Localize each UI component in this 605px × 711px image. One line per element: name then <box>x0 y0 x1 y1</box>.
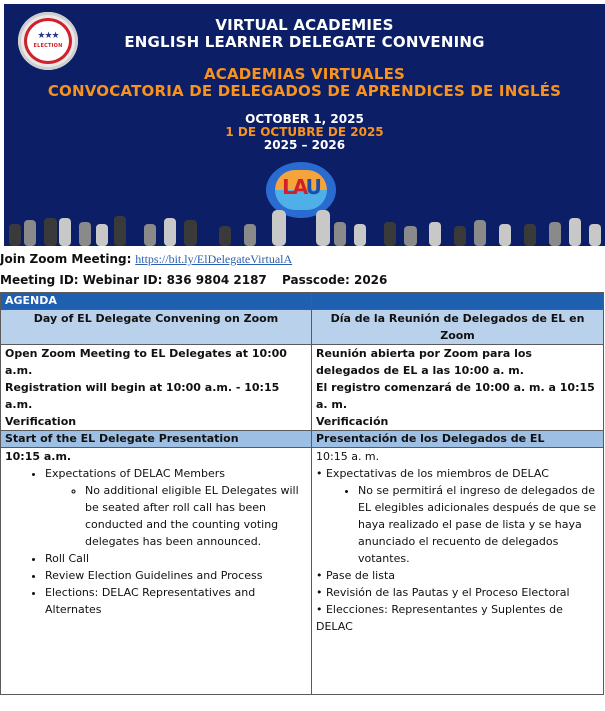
opening-es-line2: El registro comenzará de 10:00 a. m. a 10:15 a. m. <box>316 381 595 411</box>
agenda-title-empty <box>312 293 604 310</box>
list-item: ◦ No additional eligible EL Delegates will be seated after roll call has been conducted and the counting voting delegates has been announced. <box>85 482 307 550</box>
column-header-en: Day of EL Delegate Convening on Zoom <box>1 310 312 345</box>
opening-es-line1: Reunión abierta por Zoom para los delegados de EL a las 10:00 a. m. <box>316 347 532 377</box>
raised-hands-illustration <box>4 206 605 246</box>
meeting-id-line <box>0 273 387 288</box>
column-header-row <box>1 310 604 345</box>
passcode: Passcode: 2026 <box>282 273 388 287</box>
opening-en-line1: Open Zoom Meeting to EL Delegates at 10:00 a.m. <box>5 347 287 377</box>
banner-title-es-line1: ACADEMIAS VIRTUALES <box>203 65 406 83</box>
presentation-row <box>1 448 604 695</box>
agenda-title-row <box>1 293 604 310</box>
list-item: • Pase de lista <box>316 569 396 582</box>
logo-letters <box>266 176 336 198</box>
list-item: • Expectativas de los miembros de DELAC <box>316 467 549 480</box>
event-banner <box>4 4 605 246</box>
join-zoom-line <box>0 252 292 267</box>
section-row <box>1 431 604 448</box>
sub-list-en <box>45 482 307 550</box>
list-item: • No se permitirá el ingreso de delegados de EL elegibles adicionales después de que se haya realizado el pase de lista y se haya anunciado el recuento de delegados votantes. <box>358 482 599 567</box>
banner-title-line2: ENGLISH LEARNER DELEGATE CONVENING <box>124 33 485 51</box>
banner-title-es-line2: CONVOCATORIA DE DELEGADOS DE APRENDICES DE INGLÉS <box>47 82 562 100</box>
sub-list-es <box>316 482 599 567</box>
banner-title-line1: VIRTUAL ACADEMIES <box>215 16 394 34</box>
meeting-id: Meeting ID: Webinar ID: 836 9804 2187 <box>0 273 267 287</box>
join-zoom-label: Join Zoom Meeting: <box>0 252 132 266</box>
section-title-es: Presentación de los Delegados de EL <box>312 431 604 448</box>
presentation-list-en <box>5 465 307 618</box>
opening-en-line2: Registration will begin at 10:00 a.m. - 10:15 a.m. <box>5 381 280 411</box>
agenda-table <box>0 292 604 695</box>
opening-es <box>312 345 604 431</box>
opening-en <box>1 345 312 431</box>
list-item: • Elecciones: Representantes y Suplentes de DELAC <box>316 603 563 633</box>
column-header-es: Día de la Reunión de Delegados de EL en Zoom <box>312 310 604 345</box>
badge-label: ELECTION <box>33 43 63 49</box>
list-item: • Roll Call <box>45 550 307 567</box>
logo-letters-u: U <box>305 175 320 199</box>
presentation-time-en: 10:15 a.m. <box>5 450 72 463</box>
banner-date-en: OCTOBER 1, 2025 <box>245 112 364 126</box>
presentation-es <box>312 448 604 695</box>
zoom-meeting-link[interactable]: https://bit.ly/ElDelegateVirtualA <box>135 252 293 266</box>
banner-school-year: 2025 – 2026 <box>263 138 346 152</box>
opening-en-line3: Verification <box>5 415 77 428</box>
list-item <box>45 465 307 550</box>
agenda-title: AGENDA <box>1 293 312 310</box>
presentation-en <box>1 448 312 695</box>
section-title-en: Start of the EL Delegate Presentation <box>1 431 312 448</box>
list-item: • Elections: DELAC Representatives and Alternates <box>45 584 307 618</box>
stars-icon: ★★★ <box>37 31 59 41</box>
list-item: • Review Election Guidelines and Process <box>45 567 307 584</box>
logo-letters-la: LA <box>282 175 306 199</box>
list-item: • Revisión de las Pautas y el Proceso Electoral <box>316 586 570 599</box>
opening-es-line3: Verificación <box>316 415 389 428</box>
list-item-text: Expectations of DELAC Members <box>45 467 225 480</box>
presentation-time-es: 10:15 a. m. <box>316 450 380 463</box>
opening-row <box>1 345 604 431</box>
banner-date-es: 1 DE OCTUBRE DE 2025 <box>225 125 384 139</box>
